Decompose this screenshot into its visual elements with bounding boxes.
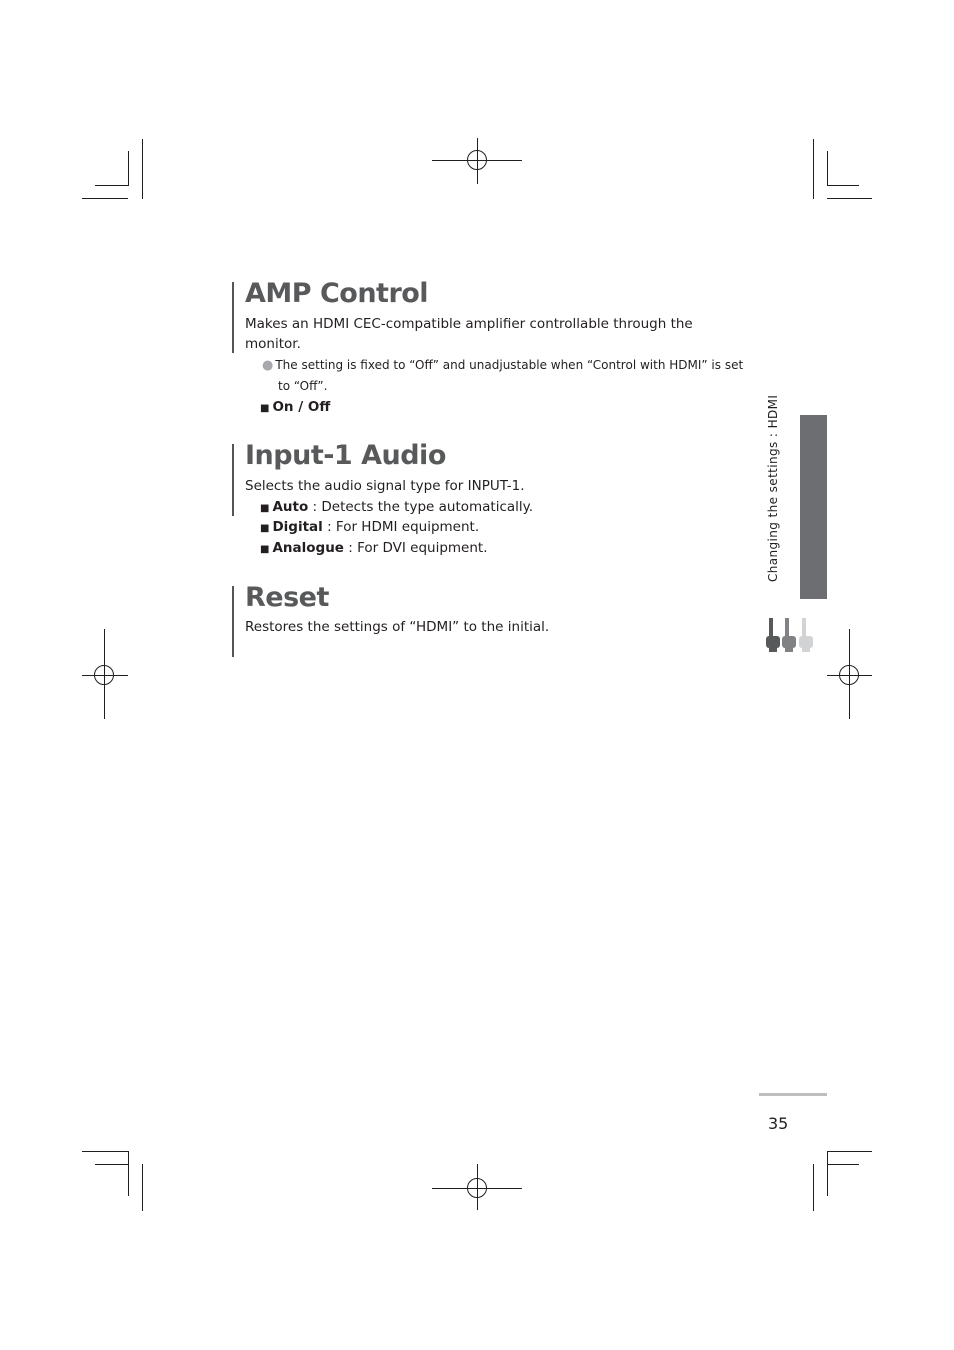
- option-item: [260, 397, 330, 419]
- chapter-tab-label: Changing the settings : HDMI: [766, 394, 780, 582]
- section-bar: [232, 282, 234, 353]
- option-label: Digital: [272, 519, 323, 535]
- option-description: : Detects the type automatically.: [308, 499, 534, 515]
- section-title: Input-1 Audio: [245, 440, 446, 471]
- square-bullet-icon: ■: [260, 403, 270, 414]
- option-item: [260, 497, 533, 519]
- section-description: Selects the audio signal type for INPUT-1.: [245, 478, 525, 494]
- note-line-1: The setting is fixed to “Off” and unadjustable when “Control with HDMI” is set: [275, 358, 744, 372]
- square-bullet-icon: ■: [260, 503, 270, 514]
- option-item: [260, 517, 479, 539]
- section-description: Restores the settings of “HDMI” to the initial.: [245, 619, 550, 635]
- section-title: Reset: [245, 582, 329, 613]
- option-description: : For HDMI equipment.: [322, 519, 480, 535]
- option-label: Auto: [272, 499, 309, 515]
- hdmi-connectors-icon: [764, 614, 818, 656]
- section-note: [262, 355, 747, 397]
- option-description: : For DVI equipment.: [343, 540, 488, 556]
- page-number: 35: [768, 1114, 789, 1133]
- section-title: AMP Control: [245, 278, 429, 309]
- square-bullet-icon: ■: [260, 544, 270, 555]
- section-bar: [232, 444, 234, 516]
- chapter-tab: [800, 415, 827, 599]
- note-bullet-icon: ●: [262, 358, 274, 373]
- square-bullet-icon: ■: [260, 523, 270, 534]
- page-number-rule: [759, 1093, 827, 1096]
- option-label: Analogue: [272, 540, 344, 556]
- option-label: On / Off: [272, 399, 331, 415]
- note-line-2: to “Off”.: [278, 379, 328, 393]
- section-bar: [232, 586, 234, 657]
- option-item: [260, 538, 488, 560]
- section-description: Makes an HDMI CEC-compatible amplifier controllable through the monitor.: [245, 316, 693, 352]
